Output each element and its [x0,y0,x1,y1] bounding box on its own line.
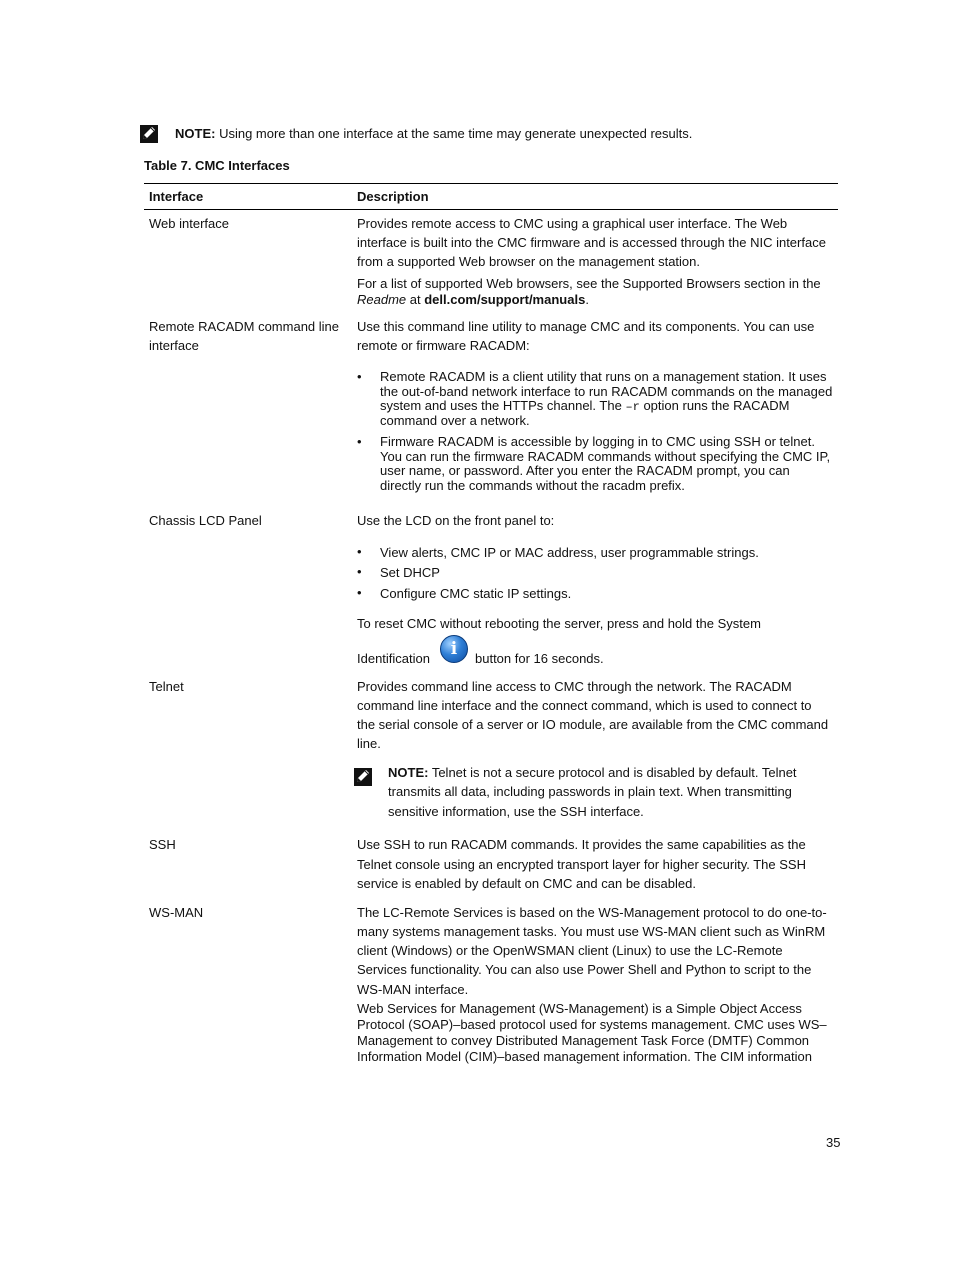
racadm-bullet1-l3-post: option runs the RACADM [639,398,790,414]
row-lcd-p3-post: button for 16 seconds. [475,651,604,666]
telnet-note-l1 [388,763,797,782]
table-header-interface: Interface [149,189,204,204]
row-web-p2-l1: For a list of supported Web browsers, see the Supported Browsers section in the [357,276,821,291]
row-web-p1-l1: Provides remote access to CMC using a graphical user interface. The Web [357,216,788,231]
row-web-p1-l2: interface is built into the CMC firmware and is accessed through the NIC interface [357,235,826,250]
row-lcd-p2: To reset CMC without rebooting the server, press and hold the System [357,616,761,631]
row-lcd-p1: Use the LCD on the front panel to: [357,513,555,528]
period: . [585,292,589,307]
row-ssh-p1-l3: service is enabled by default on CMC and can be disabled. [357,876,696,891]
racadm-bullet2-l3: user name, or password. After you enter the RACADM prompt, you can [380,463,790,479]
row-racadm-p1-l1: Use this command line utility to manage CMC and its components. You can use [357,319,815,334]
bullet-dot: • [357,585,362,600]
note-top [175,124,692,143]
racadm-bullet2-l4: directly run the commands without the racadm prefix. [380,477,685,493]
row-wsman-p1-l2: many systems management tasks. You must use WS-MAN client such as WinRM [357,924,826,939]
readme-italic: Readme [357,292,407,307]
bullet-dot: • [357,564,362,579]
row-wsman-name: WS-MAN [149,905,204,920]
lcd-bullet3: Configure CMC static IP settings. [380,586,572,601]
racadm-bullet1-l2: the out-of-band network interface to run RACADM commands on the managed [380,383,833,399]
row-wsman-p2-l4: Information Model (CIM)–based management information. The CIM information [357,1049,812,1064]
telnet-note-l3: sensitive information, use the SSH interface. [388,804,644,819]
telnet-note-l2: transmits all data, including passwords in plain text. When transmitting [388,784,792,799]
row-web-p2-l2 [357,290,589,309]
racadm-r-option: –r [625,400,640,415]
table-header-rule [144,209,838,210]
manuals-link[interactable]: dell.com/support/manuals [424,292,586,307]
note-icon-top [140,125,158,148]
page-number: 35 [826,1135,841,1150]
table-top-rule [144,183,838,184]
row-wsman-p2-l3: Management to convey Distributed Management Task Force (DMTF) Common [357,1033,810,1048]
row-racadm-p1-l2: remote or firmware RACADM: [357,338,530,353]
lcd-bullet2: Set DHCP [380,565,440,580]
row-wsman-p1-l5: WS-MAN interface. [357,982,469,997]
table-caption: Table 7. CMC Interfaces [144,158,290,173]
note-text: Using more than one interface at the same time may generate unexpected results. [215,126,693,141]
racadm-bullet1-l3-pre: system and uses the HTTPs channel. The [380,398,626,414]
bullet-dot: • [357,544,362,559]
row-racadm-name-l2: interface [149,338,199,353]
row-ssh-p1-l2: Telnet console using an encrypted transport layer for higher security. The SSH [357,857,806,872]
row-ssh-p1-l1: Use SSH to run RACADM commands. It provides the same capabilities as the [357,837,806,852]
row-wsman-p1-l1: The LC-Remote Services is based on the WS-Management protocol to do one-to- [357,905,827,920]
row-lcd-name: Chassis LCD Panel [149,513,262,528]
row-web-p1-l3: from a supported Web browser on the management station. [357,254,701,269]
at-text: at [406,292,425,307]
row-lcd-p3-pre: Identification [357,651,430,666]
telnet-note-label: NOTE: [388,765,429,780]
note-label: NOTE: [175,126,216,141]
row-telnet-name: Telnet [149,679,184,694]
bullet-dot: • [357,434,362,449]
racadm-bullet2-l1: Firmware RACADM is accessible by logging in to CMC using SSH or telnet. [380,434,815,449]
row-telnet-p1-l2: command line interface and the connect command, which is used to connect to [357,698,812,713]
row-telnet-p1-l4: line. [357,736,381,751]
row-wsman-p1-l4: Services functionality. You can also use Power Shell and Python to script to the [357,962,812,977]
row-wsman-p1-l3: client (Windows) or the OpenWSMAN client (Linux) to use the LC-Remote [357,943,783,958]
row-wsman-p2-l2: Protocol (SOAP)–based protocol used for systems management. CMC uses WS– [357,1017,827,1032]
note-icon-telnet [354,768,372,791]
telnet-note-text: Telnet is not a secure protocol and is disabled by default. Telnet [428,765,797,780]
row-telnet-p1-l3: the serial console of a server or IO module, are available from the CMC command [357,717,829,732]
row-telnet-p1-l1: Provides command line access to CMC through the network. The RACADM [357,679,792,694]
racadm-bullet2-l2: You can run the firmware RACADM commands without specifying the CMC IP, [380,448,831,464]
row-racadm-name-l1: Remote RACADM command line [149,319,340,334]
row-web-name: Web interface [149,216,229,231]
info-icon: i [440,635,468,663]
table-header-description: Description [357,189,429,204]
row-wsman-p2-l1: Web Services for Management (WS-Management) is a Simple Object Access [357,1001,802,1016]
racadm-bullet1-l4: command over a network. [380,412,530,428]
lcd-bullet1: View alerts, CMC IP or MAC address, user programmable strings. [380,545,759,560]
racadm-bullet1-l1: Remote RACADM is a client utility that runs on a management station. It uses [380,369,827,384]
bullet-dot: • [357,369,362,384]
row-ssh-name: SSH [149,837,176,852]
